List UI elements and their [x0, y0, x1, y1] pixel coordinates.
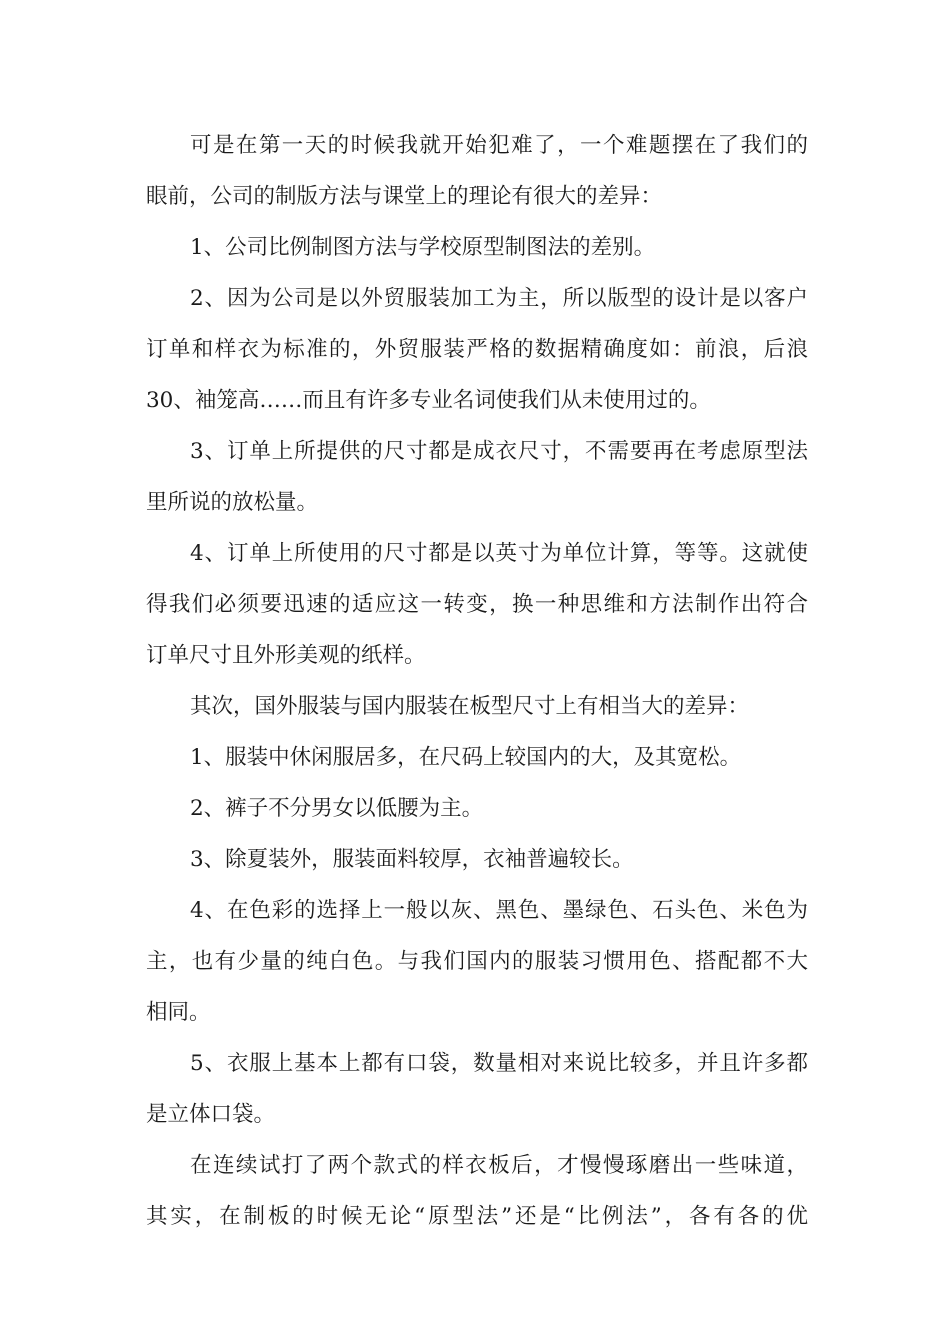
text-line: 订单尺寸且外形美观的纸样。 [146, 643, 426, 668]
text-line: 其次，国外服装与国内服装在板型尺寸上有相当大的差异： [190, 694, 750, 719]
text-line: 4、订单上所使用的尺寸都是以英寸为单位计算，等等。这就使 [190, 541, 808, 566]
text-line: 在连续试打了两个款式的样衣板后，才慢慢琢磨出一些味道， [190, 1153, 808, 1178]
text-line: 可是在第一天的时候我就开始犯难了，一个难题摆在了我们的 [190, 133, 808, 158]
text-line: 5、衣服上基本上都有口袋，数量相对来说比较多，并且许多都 [190, 1051, 808, 1076]
text-line: 3、除夏装外，服装面料较厚，衣袖普遍较长。 [190, 847, 634, 872]
text-line: 其实，在制板的时候无论“原型法”还是“比例法”，各有各的优 [146, 1204, 808, 1229]
text-line: 得我们必须要迅速的适应这一转变，换一种思维和方法制作出符合 [146, 592, 808, 617]
text-line: 3、订单上所提供的尺寸都是成衣尺寸，不需要再在考虑原型法 [190, 439, 808, 464]
text-line: 主，也有少量的纯白色。与我们国内的服装习惯用色、搭配都不大 [146, 949, 808, 974]
text-line: 2、因为公司是以外贸服装加工为主，所以版型的设计是以客户 [190, 286, 808, 311]
text-line: 是立体口袋。 [146, 1102, 276, 1127]
text-line: 4、在色彩的选择上一般以灰、黑色、墨绿色、石头色、米色为 [190, 898, 808, 923]
text-line: 2、裤子不分男女以低腰为主。 [190, 796, 484, 821]
text-line: 相同。 [146, 1000, 211, 1025]
text-line: 眼前，公司的制版方法与课堂上的理论有很大的差异： [146, 184, 663, 209]
text-line: 1、服装中休闲服居多，在尺码上较国内的大，及其宽松。 [190, 745, 742, 770]
text-line: 1、公司比例制图方法与学校原型制图法的差别。 [190, 235, 656, 260]
text-line: 订单和样衣为标准的，外贸服装严格的数据精确度如：前浪，后浪 [146, 337, 808, 362]
text-line: 30、袖笼高……而且有许多专业名词使我们从未使用过的。 [146, 388, 711, 413]
text-line: 里所说的放松量。 [146, 490, 319, 515]
